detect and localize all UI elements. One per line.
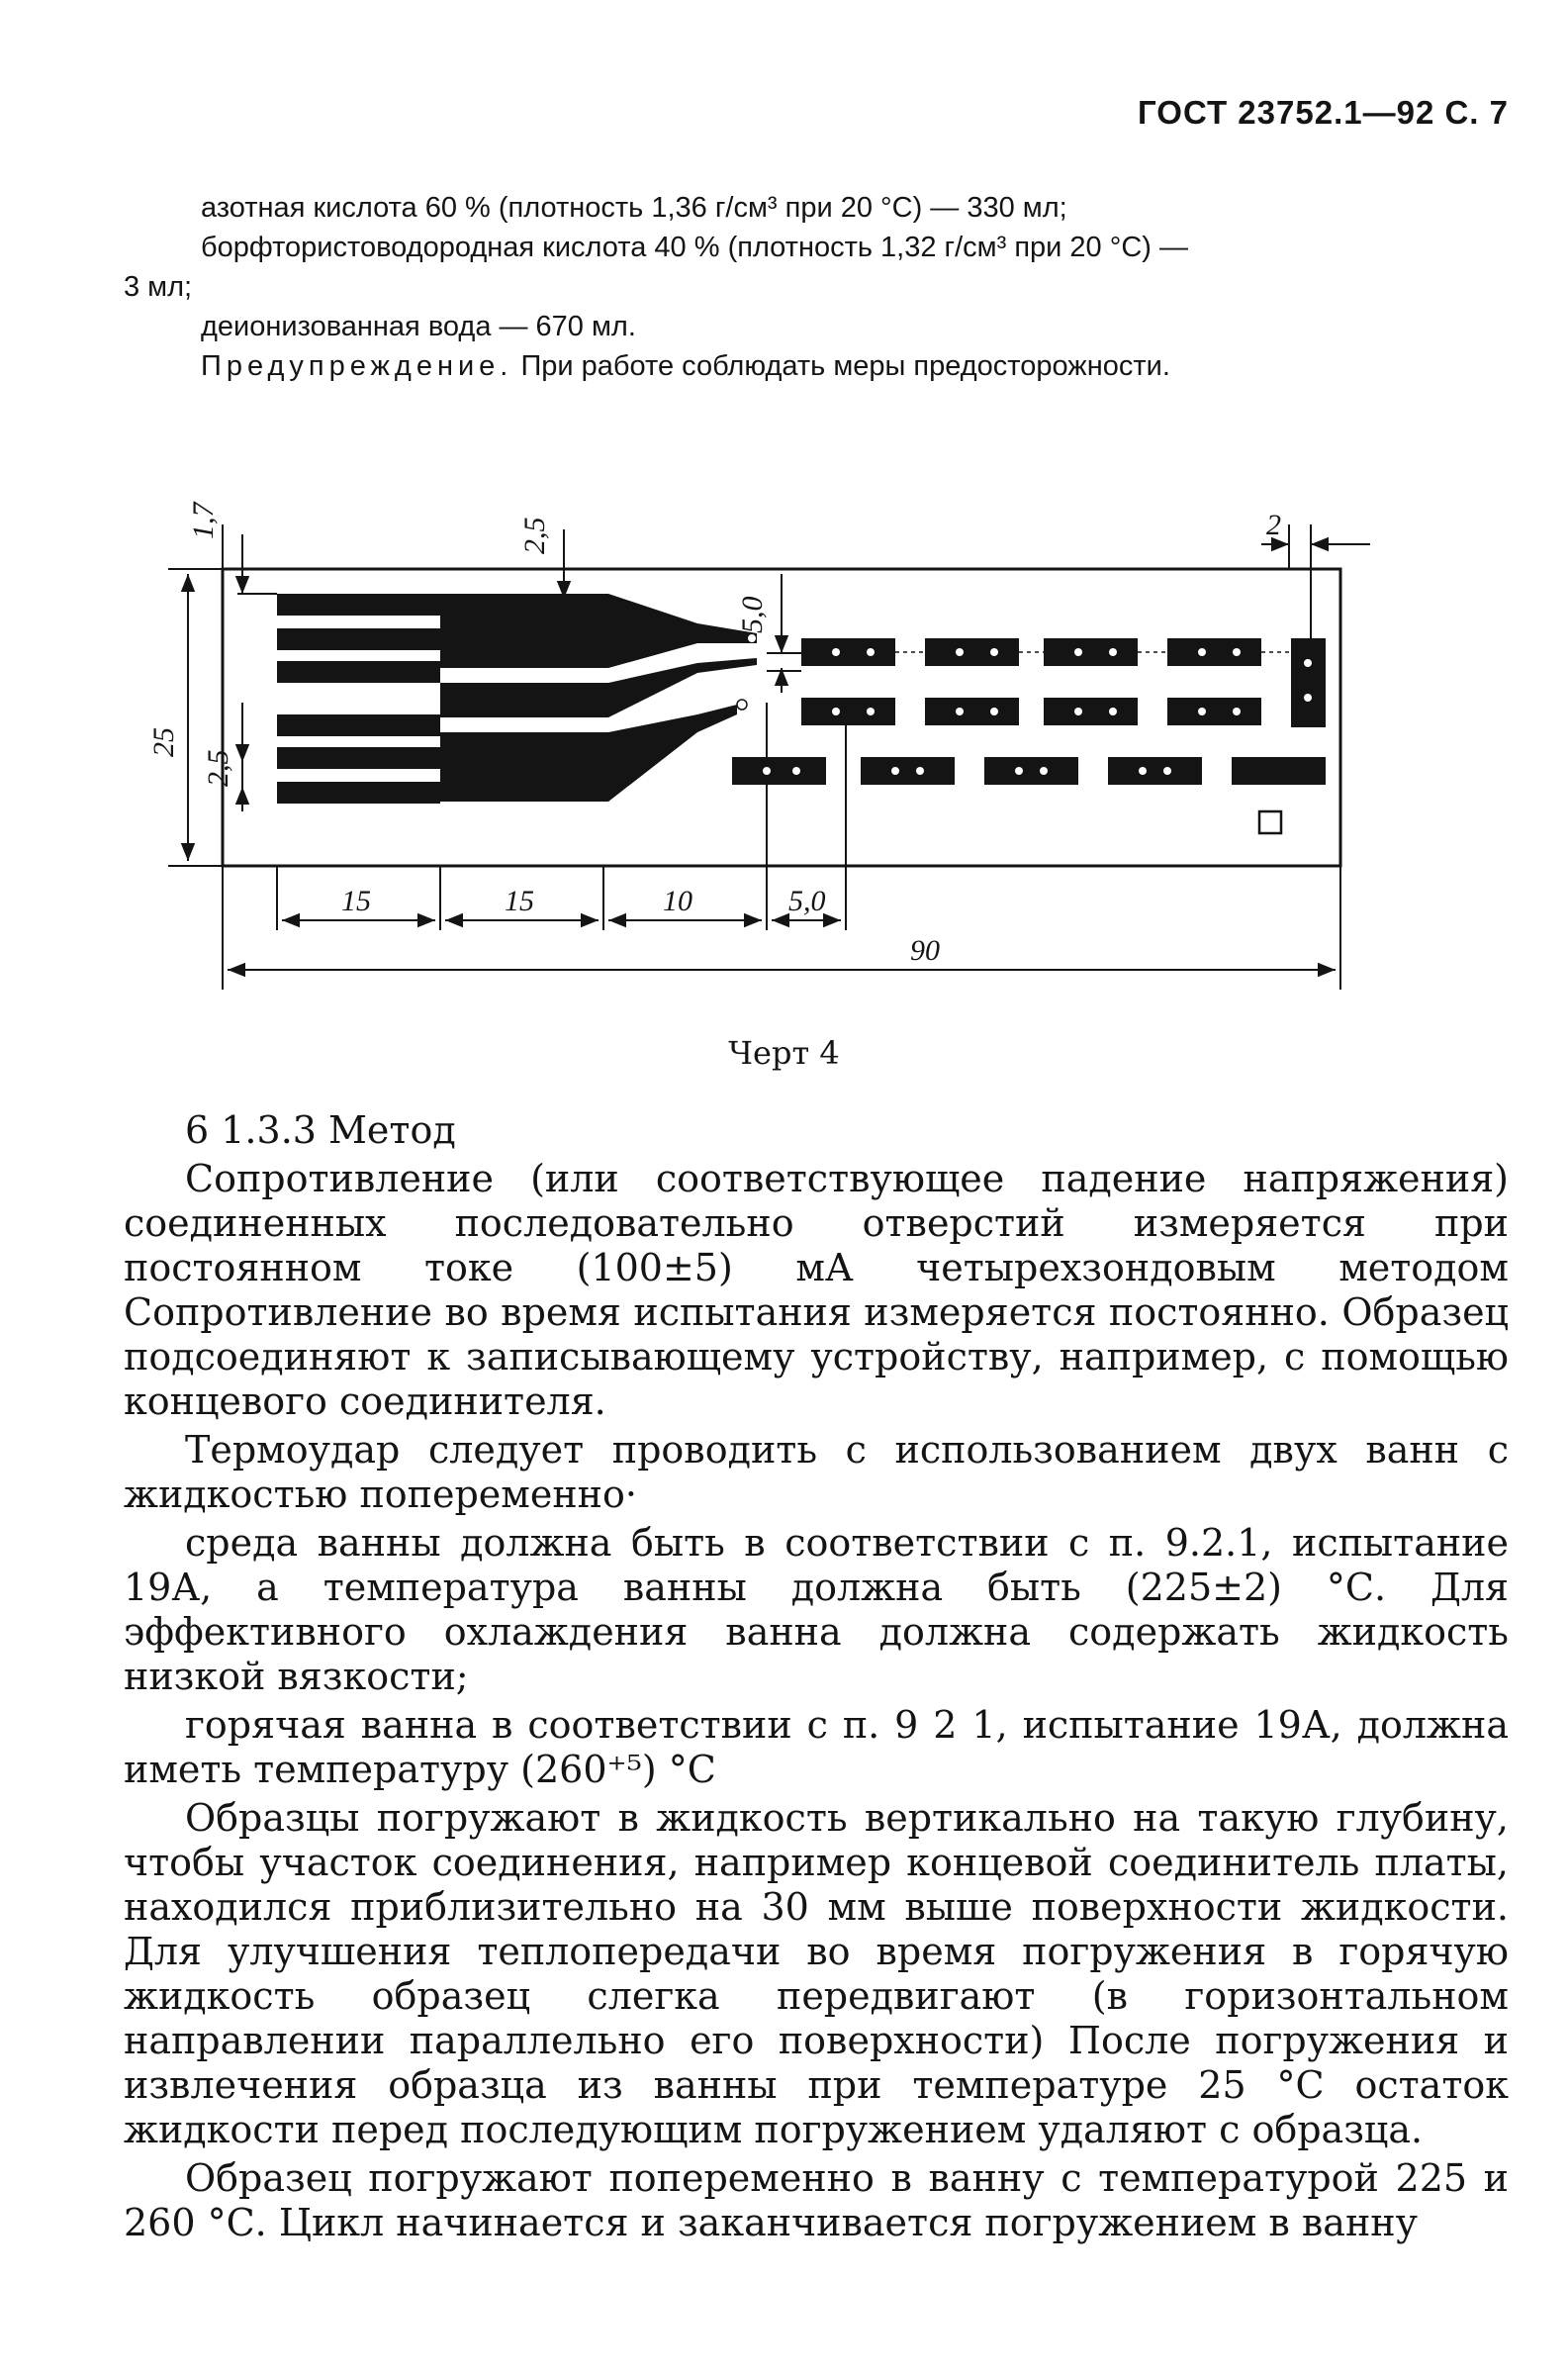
solution-line-water: деионизованная вода — 670 мл. xyxy=(201,311,636,342)
paragraph: горячая ванна в соответствии с п. 9 2 1, испытание 19А, должна иметь температуру (260⁺⁵) °С xyxy=(124,1703,1509,1791)
connector-fingers xyxy=(277,594,757,804)
solution-line-nitric: азотная кислота 60 % (плотность 1,36 г/см³ при 20 °С) — 330 мл; xyxy=(201,192,1067,224)
dim-label-bottom: 5,0 xyxy=(788,885,826,917)
dim-label-bottom: 15 xyxy=(341,885,371,917)
dim-label-height: 25 xyxy=(147,727,180,757)
dim-label-bottom: 10 xyxy=(663,885,692,917)
paragraph: Образцы погружают в жидкость вертикально на такую глубину, чтобы участок соединения, например концевой соединитель платы, находился приблизительно на 30 мм выше поверхности жидкости. Для улучшения теплопередачи во время погружения в горячую жидкость образец слегка передвигают (в горизонтальном направлении параллельно его поверхности) После погружения и извлечения образца из ванны при температуре 25 °С остаток жидкости перед последующим погружением удаляют с образца. xyxy=(124,1796,1509,2151)
paragraph: Образец погружают попеременно в ванну с температурой 225 и 260 °С. Цикл начинается и заканчивается погружением в ванну xyxy=(124,2156,1509,2244)
solution-line-fluoroboric: борфтористоводородная кислота 40 % (плотность 1,32 г/см³ при 20 °С) — xyxy=(201,232,1188,263)
section-body xyxy=(124,1108,1509,2249)
paragraph: Термоудар следует проводить с использованием двух ванн с жидкостью попеременно· xyxy=(124,1428,1509,1516)
solution-line-fluoroboric-cont: 3 мл; xyxy=(124,271,193,303)
paragraph: Сопротивление (или соответствующее падение напряжения) соединенных последовательно отверстий измеряется при постоянном токе (100±5) мА четырехзондовым методом Сопротивление во время испытания измеряется постоянно. Образец подсоединяют к записывающему устройству, например, с помощью концевого соединителя. xyxy=(124,1157,1509,1423)
dim-label-top-right: 2 xyxy=(1266,509,1281,541)
dim-label-bottom: 15 xyxy=(505,885,534,917)
warning-text: При работе соблюдать меры предосторожности. xyxy=(520,350,1170,382)
solution-composition xyxy=(124,188,1504,386)
section-title: 6 1.3.3 Метод xyxy=(185,1108,456,1152)
dim-label-total: 90 xyxy=(910,934,940,967)
paragraph: среда ванны должна быть в соответствии с п. 9.2.1, испытание 19А, а температура ванны должна быть (225±2) °С. Для эффективного охлаждения ванна должна содержать жидкость низкой вязкости; xyxy=(124,1521,1509,1698)
warning-line xyxy=(124,346,1504,386)
test-coupon-drawing xyxy=(147,495,1400,1019)
page-header: ГОСТ 23752.1—92 С. 7 xyxy=(1138,94,1509,131)
dim-label-top-left: 1,7 xyxy=(187,502,220,539)
dim-label-pitch: 5,0 xyxy=(736,596,769,633)
warning-label: Предупреждение. xyxy=(201,350,513,382)
dim-label-top-mid: 2,5 xyxy=(518,517,551,554)
dim-label-left-pitch: 2,5 xyxy=(202,749,234,787)
pad-row-3 xyxy=(732,757,1326,785)
figure-caption: Черт 4 xyxy=(728,1034,840,1072)
